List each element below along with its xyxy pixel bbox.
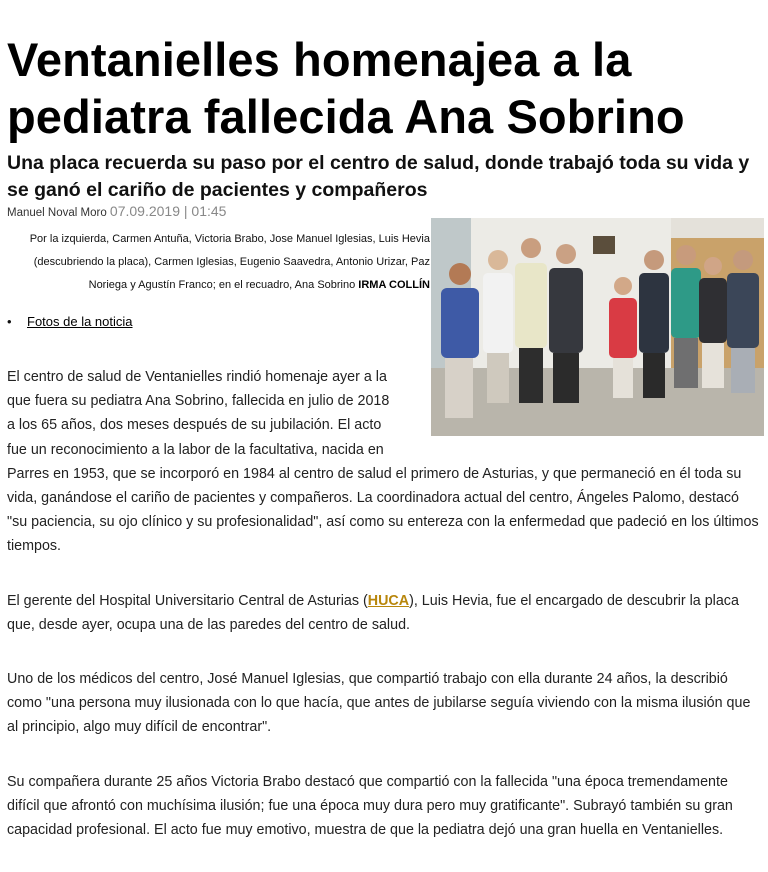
related-links [7, 313, 133, 331]
author-name: Manuel Noval Moro [7, 207, 107, 219]
list-item [7, 313, 133, 331]
paragraph-intro-wrap [7, 365, 427, 462]
plaque-icon [593, 236, 615, 254]
body-line: a los 65 años, dos meses después de su jubilación. El acto [7, 417, 382, 434]
article-subheadline: Una placa recuerda su paso por el centro de salud, donde trabajó toda su vida y se ganó el cariño de pacientes y compañeros [7, 152, 750, 202]
article-body [7, 365, 761, 842]
body-line: que fuera su pediatra Ana Sobrino, fallecida en julio de 2018 [7, 393, 390, 410]
paragraph-4: Su compañera durante 25 años Victoria Brabo destacó que compartió con la fallecida "una época tremendamente difícil que afrontó con muchísima ilusión; fue una época muy dura pero muy gratificante". Subrayó también su gran capacidad profesional. El acto fue muy emotivo, muestra de que la pediatra dejó una gran huella en Ventanielles. [7, 773, 733, 839]
publish-date: 07.09.2019 | 01:45 [109, 203, 227, 219]
paragraph-1-continued: Parres en 1953, que se incorporó en 1984 al centro de salud el primero de Asturias, y que permaneció en él toda su vida, ganándose el cariño de pacientes y compañeros. La coordinadora actual del centro, Ángeles Palomo, destacó "su paciencia, su ojo clínico y su profesionalidad", así como su entereza con la enfermedad que padeció en los últimos tiempos. [7, 465, 759, 555]
byline [7, 203, 226, 219]
huca-link[interactable]: HUCA [367, 592, 410, 609]
paragraph-2-text-before: El gerente del Hospital Universitario Central de Asturias ( [7, 592, 368, 609]
caption-line: Por la izquierda, Carmen Antuña, Victoria Brabo, Jose Manuel Iglesias, Luis Hevia [29, 233, 430, 245]
body-line: fue un reconocimiento a la labor de la facultativa, nacida en [7, 441, 384, 458]
photo-credit: IRMA COLLÍN [358, 279, 430, 291]
article-headline: Ventanielles homenajea a la pediatra fallecida Ana Sobrino [7, 33, 685, 144]
paragraph-2-text-after: ), Luis Hevia, fue el encargado de descubrir la placa que, desde ayer, ocupa una de las paredes del centro de salud. [7, 592, 739, 633]
body-line: El centro de salud de Ventanielles rindió homenaje ayer a la [7, 369, 387, 385]
photos-link[interactable]: Fotos de la noticia [27, 314, 133, 329]
paragraph-2 [7, 589, 761, 637]
caption-line-text: Noriega y Agustín Franco; en el recuadro, Ana Sobrino [88, 279, 356, 291]
photo-caption [0, 228, 430, 297]
caption-line: (descubriendo la placa), Carmen Iglesias, Eugenio Saavedra, Antonio Urizar, Paz [33, 256, 430, 268]
caption-line [0, 274, 430, 297]
paragraph-3: Uno de los médicos del centro, José Manuel Iglesias, que compartió trabajo con ella durante 24 años, la describió como "una persona muy ilusionada con lo que hacía, que antes de jubilarse seguía viviendo con la misma ilusión que al principio, algo muy difícil de encontrar". [7, 671, 751, 736]
